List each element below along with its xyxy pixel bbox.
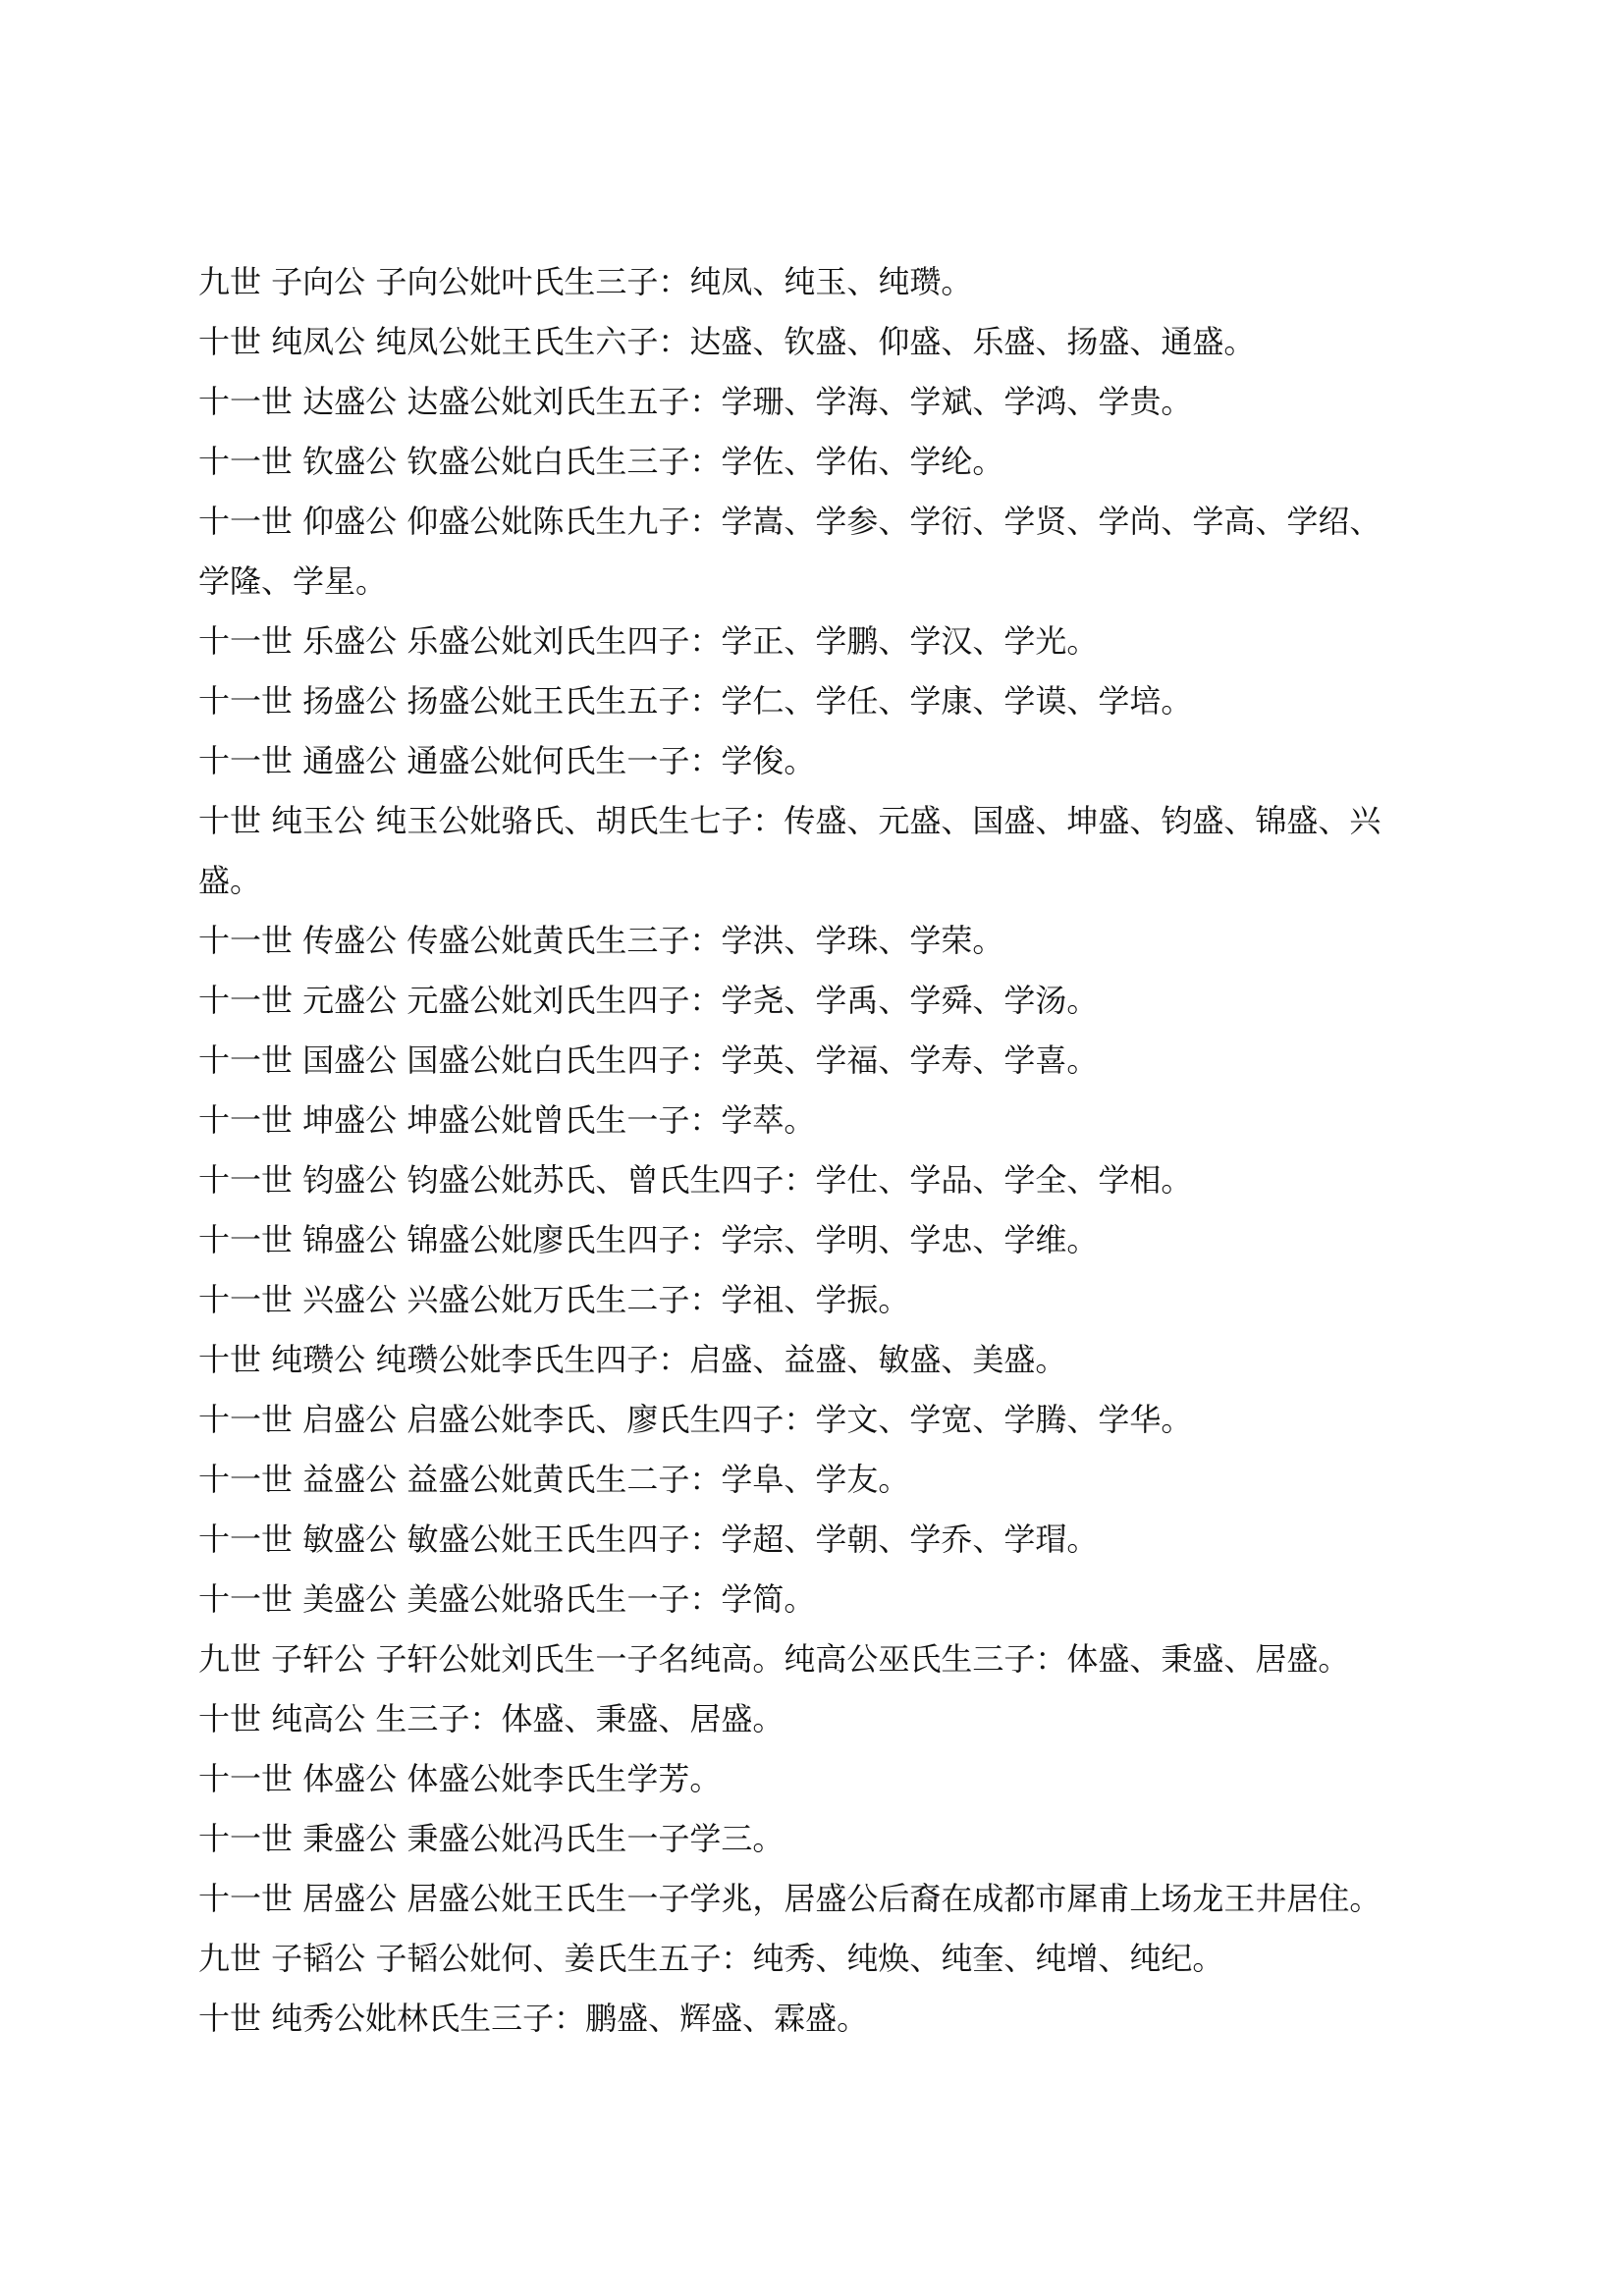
text-line: 十世 纯瓒公 纯瓒公妣李氏生四子：启盛、益盛、敏盛、美盛。	[198, 1341, 1067, 1378]
text-line: 十一世 兴盛公 兴盛公妣万氏生二子：学祖、学振。	[198, 1281, 910, 1318]
text-line: 十一世 敏盛公 敏盛公妣王氏生四子：学超、学朝、学乔、学瑁。	[198, 1521, 1099, 1558]
text-line: 十一世 居盛公 居盛公妣王氏生一子学兆，居盛公后裔在成都市犀甫上场龙王井居住。	[198, 1880, 1381, 1917]
text-line: 十一世 体盛公 体盛公妣李氏生学芳。	[198, 1760, 722, 1797]
text-line: 十世 纯凤公 纯凤公妣王氏生六子：达盛、钦盛、仰盛、乐盛、扬盛、通盛。	[198, 323, 1256, 360]
text-line: 十一世 美盛公 美盛公妣骆氏生一子：学简。	[198, 1580, 816, 1618]
text-line: 十一世 钧盛公 钧盛公妣苏氏、曾氏生四子：学仕、学品、学全、学相。	[198, 1161, 1193, 1199]
text-line: 十一世 秉盛公 秉盛公妣冯氏生一子学三。	[198, 1820, 785, 1857]
text-line: 十一世 乐盛公 乐盛公妣刘氏生四子：学正、学鹏、学汉、学光。	[198, 622, 1099, 660]
text-line: 十世 纯玉公 纯玉公妣骆氏、胡氏生七子：传盛、元盛、国盛、坤盛、钧盛、锦盛、兴	[198, 802, 1381, 839]
genealogy-text-block	[198, 252, 1475, 2049]
text-line: 十一世 启盛公 启盛公妣李氏、廖氏生四子：学文、学宽、学腾、学华。	[198, 1401, 1193, 1438]
text-line: 十一世 达盛公 达盛公妣刘氏生五子：学珊、学海、学斌、学鸿、学贵。	[198, 383, 1193, 420]
text-line: 十一世 锦盛公 锦盛公妣廖氏生四子：学宗、学明、学忠、学维。	[198, 1221, 1099, 1258]
text-line: 学隆、学星。	[198, 562, 388, 600]
text-line: 十一世 扬盛公 扬盛公妣王氏生五子：学仁、学任、学康、学谟、学培。	[198, 682, 1193, 720]
text-line: 九世 子向公 子向公妣叶氏生三子：纯凤、纯玉、纯瓒。	[198, 263, 973, 300]
text-line: 十一世 仰盛公 仰盛公妣陈氏生九子：学嵩、学参、学衍、学贤、学尚、学高、学绍、	[198, 503, 1381, 540]
text-line: 十一世 钦盛公 钦盛公妣白氏生三子：学佐、学佑、学纶。	[198, 443, 1004, 480]
text-line: 十世 纯秀公妣林氏生三子：鹏盛、辉盛、霖盛。	[198, 2000, 869, 2037]
text-line: 十一世 坤盛公 坤盛公妣曾氏生一子：学萃。	[198, 1101, 816, 1139]
text-line: 十一世 通盛公 通盛公妣何氏生一子：学俊。	[198, 742, 816, 779]
text-line: 十一世 益盛公 益盛公妣黄氏生二子：学阜、学友。	[198, 1461, 910, 1498]
text-line: 九世 子轩公 子轩公妣刘氏生一子名纯高。纯高公巫氏生三子：体盛、秉盛、居盛。	[198, 1640, 1350, 1678]
text-line: 十世 纯高公 生三子：体盛、秉盛、居盛。	[198, 1700, 785, 1737]
text-line: 盛。	[198, 862, 262, 899]
text-line: 十一世 元盛公 元盛公妣刘氏生四子：学尧、学禹、学舜、学汤。	[198, 982, 1099, 1019]
text-line: 十一世 传盛公 传盛公妣黄氏生三子：学洪、学珠、学荣。	[198, 922, 1004, 959]
text-line: 十一世 国盛公 国盛公妣白氏生四子：学英、学福、学寿、学喜。	[198, 1041, 1099, 1079]
text-line: 九世 子韬公 子韬公妣何、姜氏生五子：纯秀、纯焕、纯奎、纯增、纯纪。	[198, 1940, 1224, 1977]
